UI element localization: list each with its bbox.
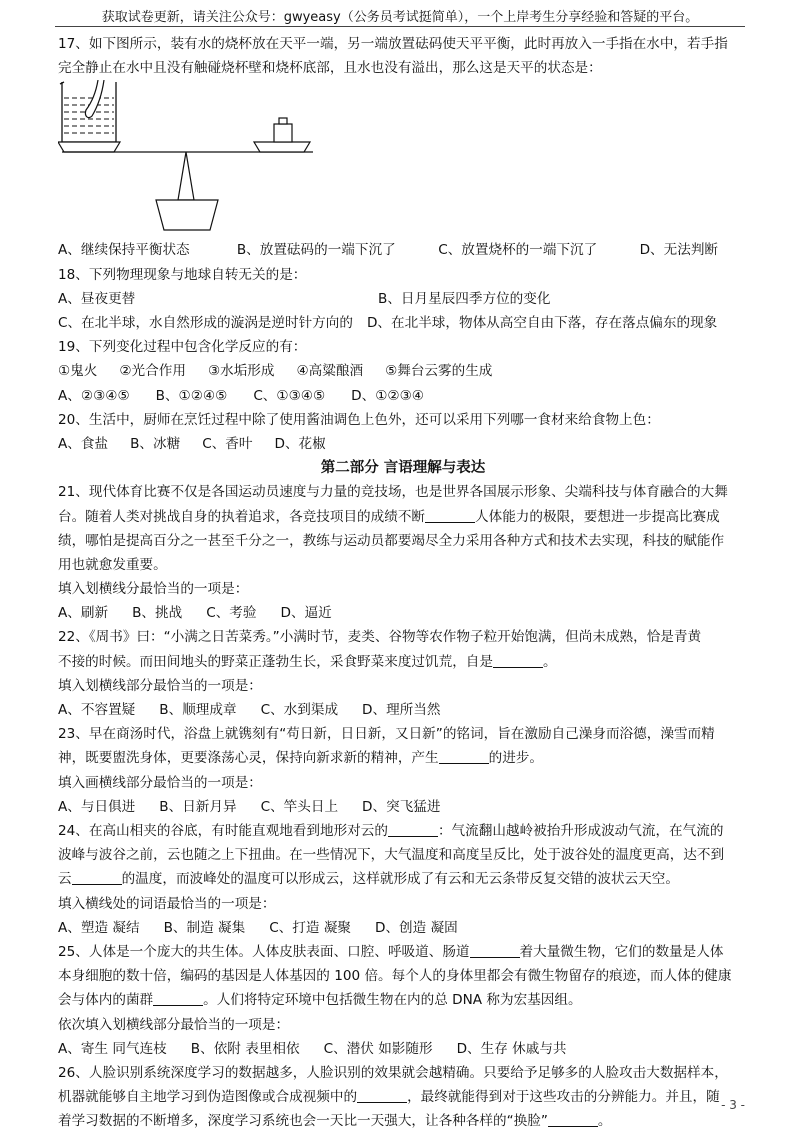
q23-option-a[interactable]: A、与日俱进 [58,798,136,815]
q24-blank1 [388,822,438,837]
q26-line2-a: 机器就能够自主地学习到伪造图像或合成视频中的 [58,1089,358,1106]
header-notice: 获取试卷更新，请关注公众号：gwyeasy（公务员考试挺简单），一个上岸考生分享经验和答疑的平台。 [101,10,699,25]
q22-line2-b: 。 [543,653,557,670]
q18-option-d[interactable]: D、在北半球，物体从高空自由下落，存在落点偏东的现象 [366,314,718,331]
q19-option-b[interactable]: B、①②④⑤ [155,387,228,404]
q18-stem: 18、下列物理现象与地球自转无关的是： [58,266,307,283]
q19-item-4: ④高粱酿酒 [296,363,364,380]
header-divider [55,26,745,27]
q19-option-d[interactable]: D、①②③④ [351,387,424,404]
q22-option-c[interactable]: C、水到渠成 [260,702,339,719]
q19-option-a[interactable]: A、②③④⑤ [58,387,130,404]
q23-line2-a: 神，既要盥洗身体，更要涤荡心灵，保持向新求新的精神，产生 [58,750,439,767]
q25-prompt: 依次填入划横线部分最恰当的一项是： [58,1016,290,1033]
q22-option-b[interactable]: B、顺理成章 [159,702,237,719]
q19-item-5: ⑤舞台云雾的生成 [385,363,493,380]
q17-option-d[interactable]: D、无法判断 [639,242,719,259]
q19-option-c[interactable]: C、①③④⑤ [253,387,326,404]
q26-blank1 [357,1088,407,1103]
q25-line2: 本身细胞的数十倍，编码的基因是人体基因的 100 倍。每个人的身体里都会有微生物留存的痕迹，而人体的健康 [58,968,732,985]
q21-blank [425,508,475,523]
q25-option-d[interactable]: D、生存 休戚与共 [456,1040,567,1057]
q17-options [58,238,748,262]
q17-option-b[interactable]: B、放置砝码的一端下沉了 [236,242,396,259]
q24-prompt: 填入横线处的词语最恰当的一项是： [58,895,276,912]
q26-line2-b: ，最终就能得到对于这些攻击的分辨能力。并且，随 [407,1089,720,1106]
balance-figure [58,80,748,238]
q24-option-d[interactable]: D、创造 凝固 [375,919,458,936]
q22-line2-a: 不接的时候。而田间地头的野菜正蓬勃生长，采食野菜来度过饥荒，自是 [58,653,493,670]
q25-blank2 [153,991,203,1006]
q22-line2 [58,650,748,674]
q21-option-b[interactable]: B、挑战 [132,605,183,622]
q24-line3-b: 的温度，而波峰处的温度可以形成云，这样就形成了有云和无云条带反复交错的波状云天空。 [121,871,679,888]
q21-line2-a: 台。随着人类对挑战自身的执着追求，各竞技项目的成绩不断 [58,508,426,525]
q24-line1 [58,819,748,843]
q21-prompt: 填入划横线分最恰当的一项是： [58,581,249,598]
q22-option-d[interactable]: D、理所当然 [362,702,441,719]
q24-line3 [58,867,748,891]
exam-content [58,32,748,1133]
q21-line2-b: 人体能力的极限，要想进一步提高比赛成 [475,508,720,525]
q25-options [58,1037,748,1061]
q20-option-c[interactable]: C、香叶 [202,435,253,452]
q21-option-c[interactable]: C、考验 [206,605,257,622]
q22-option-a[interactable]: A、不容置疑 [58,702,136,719]
q25-line1-a: 25、人体是一个庞大的共生体。人体皮肤表面、口腔、呼吸道、肠道 [58,943,470,960]
q18-options-row2 [58,311,748,335]
q25-blank1 [470,943,520,958]
q19-items [58,359,748,383]
q23-blank [439,749,489,764]
q22-blank [493,653,543,668]
q24-line1-a: 24、在高山相夹的谷底，有时能直观地看到地形对云的 [58,823,388,840]
q20-stem: 20、生活中，厨师在烹饪过程中除了使用酱油调色上色外，还可以采用下列哪一食材来给食物上色： [58,411,660,428]
q21-line2 [58,505,748,529]
q26-line2 [58,1085,748,1109]
q26-line3-b: 。 [597,1113,612,1130]
q26-line3 [58,1109,748,1133]
q23-option-d[interactable]: D、突飞猛进 [362,798,441,815]
q24-blank2 [72,870,122,885]
q24-option-c[interactable]: C、打造 凝聚 [269,919,351,936]
q19-item-1: ①鬼火 [58,363,98,380]
q20-option-b[interactable]: B、冰糖 [130,435,181,452]
q23-line1: 23、早在商汤时代，浴盘上就镌刻有“苟日新，日日新，又日新”的铭词，旨在激励自己澡身而浴德，澡雪而精 [58,726,715,743]
q25-line1-b: 着大量微生物，它们的数量是人体 [519,943,724,960]
q18-option-a[interactable]: A、昼夜更替 [58,290,136,307]
q23-option-b[interactable]: B、日新月异 [159,798,237,815]
q26-blank2 [548,1112,598,1127]
q19-stem: 19、下列变化过程中包含化学反应的有： [58,339,307,356]
q25-line3-a: 会与体内的菌群 [58,992,154,1009]
q20-option-a[interactable]: A、食盐 [58,435,109,452]
q21-option-a[interactable]: A、刷新 [58,605,109,622]
q21-line1: 21、现代体育比赛不仅是各国运动员速度与力量的竞技场，也是世界各国展示形象、尖端科技与体育融合的大舞 [58,484,728,501]
q17-option-c[interactable]: C、放置烧杯的一端下沉了 [438,242,598,259]
q19-options [58,384,748,408]
balance-illustration [58,80,318,238]
q18-options-row1 [58,287,748,311]
q24-options [58,916,748,940]
q23-options [58,795,748,819]
q23-prompt: 填入画横线部分最恰当的一项是： [58,774,262,791]
q25-option-b[interactable]: B、依附 表里相依 [190,1040,300,1057]
q25-option-c[interactable]: C、潜伏 如影随形 [323,1040,433,1057]
q24-line2: 波峰与波谷之前，云也随之上下扭曲。在一些情况下，大气温度和高度呈反比，处于波谷处的温度更高，达不到 [58,847,725,864]
q20-option-d[interactable]: D、花椒 [274,435,326,452]
q23-line2 [58,746,748,770]
q23-option-c[interactable]: C、竿头日上 [260,798,339,815]
q19-item-2: ②光合作用 [119,363,186,380]
q17-stem-line2: 完全静止在水中且没有触碰烧杯壁和烧杯底部，且水也没有溢出，那么这是天平的状态是： [58,60,602,77]
q22-prompt: 填入划横线部分最恰当的一项是： [58,677,262,694]
q23-line2-b: 的进步。 [488,750,543,767]
q19-item-3: ③水垢形成 [207,363,275,380]
q21-options [58,601,748,625]
q24-line1-b: ：气流翻山越岭被抬升形成波动气流，在气流的 [437,823,724,840]
page-number: - 3 - [721,1098,745,1112]
q24-line3-a: 云 [58,871,72,888]
q25-line3-b: 。人们将特定环境中包括微生物在内的总 DNA 称为宏基因组。 [203,992,582,1009]
q25-line3 [58,988,748,1012]
q21-line4: 用也就愈发重要。 [58,556,167,573]
q20-options [58,432,748,456]
q17-option-a[interactable]: A、继续保持平衡状态 [58,242,190,259]
q18-option-c[interactable]: C、在北半球，水自然形成的漩涡是逆时针方向的 [58,314,353,331]
q22-options [58,698,748,722]
section-title: 第二部分 言语理解与表达 [320,460,486,477]
q21-line3: 绩，哪怕是提高百分之一甚至千分之一，教练与运动员都要竭尽全力采用各种方式和技术去实现，科技的赋能作 [58,532,725,549]
q26-line1: 26、人脸识别系统深度学习的数据越多，人脸识别的效果就会越精确。只要给予足够多的人脸攻击大数据样本， [58,1064,728,1081]
q22-line1: 22、《周书》曰：“小满之日苦菜秀。”小满时节，麦类、谷物等农作物子粒开始饱满，但尚未成熟，恰是青黄 [58,629,702,646]
q24-option-b[interactable]: B、制造 凝集 [163,919,246,936]
q25-option-a[interactable]: A、寄生 同气连枝 [58,1040,167,1057]
q24-option-a[interactable]: A、塑造 凝结 [58,919,140,936]
q17-stem-line1: 17、如下图所示，装有水的烧杯放在天平一端，另一端放置砝码使天平平衡，此时再放入一手指在水中，若手指 [58,36,728,52]
q25-line1 [58,940,748,964]
q21-option-d[interactable]: D、逼近 [280,605,332,622]
q18-option-b[interactable]: B、日月星辰四季方位的变化 [378,290,551,307]
q26-line3-a: 着学习数据的不断增多，深度学习系统也会一天比一天强大，让各种各样的“换脸” [58,1113,548,1130]
